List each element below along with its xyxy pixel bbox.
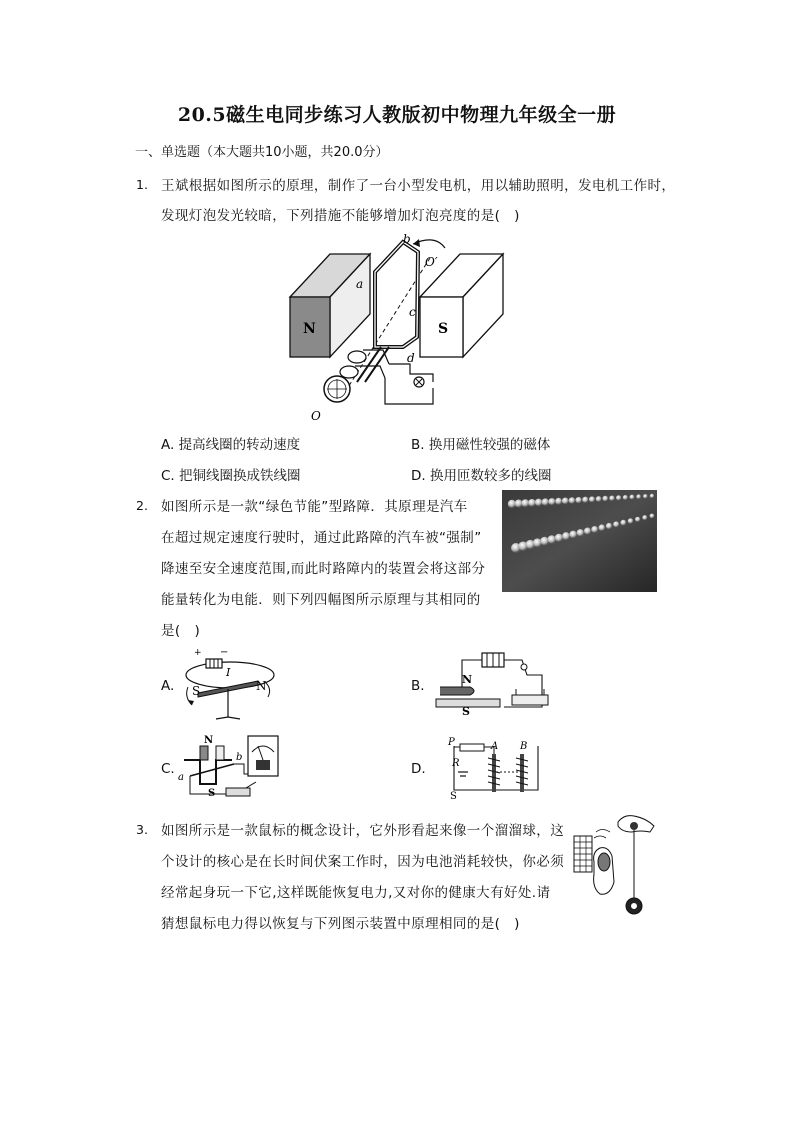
label-p: P bbox=[448, 737, 455, 748]
label-o-prime: O′ bbox=[425, 255, 438, 269]
bump-bead bbox=[542, 498, 549, 505]
label-s: S bbox=[438, 321, 449, 337]
q1-option-b-letter: B. bbox=[411, 437, 425, 453]
q2-figure-b bbox=[432, 645, 557, 717]
bump-bead bbox=[609, 496, 615, 502]
section-heading: 一、单选题（本大题共10小题，共20.0分） bbox=[135, 145, 389, 160]
question-1-line-2: 发现灯泡发光较暗，下列措施不能够增加灯泡亮度的是( ) bbox=[161, 208, 520, 224]
q2-option-b-letter[interactable]: B. bbox=[411, 678, 425, 694]
bump-bead bbox=[642, 515, 647, 520]
slip-rings bbox=[340, 350, 389, 378]
label-a: a bbox=[356, 277, 364, 291]
label-s: S bbox=[462, 705, 470, 717]
q1-option-b[interactable] bbox=[411, 433, 550, 453]
label-b: b bbox=[236, 752, 243, 763]
speed-bump-photo bbox=[502, 490, 657, 592]
question-number-3: 3. bbox=[136, 822, 148, 837]
magnet-icon bbox=[440, 687, 474, 695]
label-current: I bbox=[226, 666, 231, 679]
question-2-line-1: 如图所示是一款“绿色节能”型路障．其原理是汽车 bbox=[161, 499, 468, 515]
bump-bead bbox=[528, 499, 536, 507]
magnet-n bbox=[290, 254, 370, 357]
q1-option-c-letter: C. bbox=[161, 468, 175, 484]
yoyo-icon bbox=[626, 898, 642, 914]
bump-bead bbox=[589, 496, 595, 502]
bump-bead bbox=[591, 526, 598, 533]
label-s: S bbox=[192, 684, 201, 698]
bump-bead bbox=[602, 496, 608, 502]
question-3-line-1: 如图所示是一款鼠标的概念设计，它外形看起来像一个溜溜球，这 bbox=[161, 823, 565, 839]
q2-figure-d bbox=[438, 736, 548, 800]
q1-option-a[interactable] bbox=[161, 433, 300, 453]
q1-option-b-text: 换用磁性较强的磁体 bbox=[428, 437, 551, 453]
bump-bead bbox=[628, 518, 634, 524]
bump-bead bbox=[577, 529, 585, 537]
bump-bead bbox=[596, 496, 602, 502]
question-2-line-4: 能量转化为电能．则下列四幅图所示原理与其相同的 bbox=[161, 592, 481, 608]
coil-b-icon bbox=[516, 754, 528, 792]
bump-bead bbox=[547, 535, 556, 544]
q1-option-d[interactable] bbox=[411, 464, 551, 484]
bump-bead bbox=[562, 532, 570, 540]
bump-bead bbox=[555, 498, 562, 505]
label-a: a bbox=[178, 772, 184, 783]
yoyo-mouse-figure bbox=[570, 812, 662, 920]
coil-a-icon bbox=[488, 754, 500, 792]
question-2-line-2: 在超过规定速度行驶时，通过此路障的汽车被“强制” bbox=[161, 530, 482, 546]
bump-bead bbox=[636, 494, 641, 499]
bump-bead bbox=[643, 494, 648, 499]
label-coil-b: B bbox=[520, 741, 528, 752]
bump-bead bbox=[569, 497, 576, 504]
label-minus: − bbox=[220, 647, 229, 658]
lamp-icon bbox=[414, 377, 424, 387]
q2-figure-a bbox=[180, 645, 280, 725]
bump-bead bbox=[606, 523, 612, 529]
question-number-2: 2. bbox=[136, 498, 148, 513]
question-number-1: 1. bbox=[136, 177, 148, 192]
q2-figure-c bbox=[176, 730, 284, 802]
bump-bead bbox=[613, 521, 619, 527]
label-r: R bbox=[452, 758, 460, 769]
bump-bead bbox=[584, 528, 591, 535]
bump-bead bbox=[650, 494, 654, 498]
label-n: N bbox=[303, 321, 316, 337]
question-3-line-3: 经常起身玩一下它,这样既能恢复电力,又对你的健康大有好处.请 bbox=[161, 885, 551, 901]
hand-with-mouse-icon bbox=[594, 848, 614, 895]
label-n: N bbox=[462, 673, 473, 686]
question-3-line-2: 个设计的核心是在长时间伏案工作时，因为电池消耗较快，你必须 bbox=[161, 854, 565, 870]
bump-bead bbox=[569, 531, 577, 539]
generator-figure bbox=[285, 232, 525, 424]
q2-option-a-letter[interactable]: A. bbox=[161, 678, 175, 694]
label-n: N bbox=[256, 679, 267, 693]
question-2-line-5: 是( ) bbox=[161, 623, 201, 639]
bump-bead bbox=[599, 524, 606, 531]
hand-holding-string-icon bbox=[618, 816, 654, 832]
bump-bead bbox=[630, 495, 635, 500]
label-b: b bbox=[403, 232, 411, 246]
q1-option-a-letter: A. bbox=[161, 437, 175, 453]
bump-bead bbox=[616, 495, 621, 500]
label-n: N bbox=[204, 735, 214, 746]
question-3-line-4: 猜想鼠标电力得以恢复与下列图示装置中原理相同的是( ) bbox=[161, 916, 520, 932]
crank-wheel bbox=[324, 376, 350, 402]
bump-bead bbox=[575, 497, 581, 503]
label-plus: + bbox=[194, 648, 202, 658]
bump-bead bbox=[562, 498, 569, 505]
q2-option-c-letter[interactable]: C. bbox=[161, 761, 175, 777]
u-magnet-icon bbox=[184, 760, 232, 784]
bump-bead bbox=[623, 495, 628, 500]
label-d: d bbox=[407, 351, 415, 365]
bump-bead bbox=[548, 498, 555, 505]
q1-option-c[interactable] bbox=[161, 464, 301, 484]
q1-option-c-text: 把铜线圈换成铁线圈 bbox=[179, 468, 301, 484]
question-1-line-1: 王斌根据如图所示的原理，制作了一台小型发电机，用以辅助照明，发电机工作时， bbox=[161, 178, 676, 194]
label-o: O bbox=[311, 409, 321, 423]
label-coil-a: A bbox=[491, 741, 499, 752]
q2-option-d-letter[interactable]: D. bbox=[411, 761, 426, 777]
q1-option-a-text: 提高线圈的转动速度 bbox=[178, 437, 301, 453]
magnet-s bbox=[420, 254, 503, 357]
bump-bead bbox=[582, 497, 588, 503]
keyboard-icon bbox=[574, 836, 592, 872]
page-title: 20.5磁生电同步练习人教版初中物理九年级全一册 bbox=[177, 104, 617, 126]
q1-option-d-text: 换用匝数较多的线圈 bbox=[429, 468, 552, 484]
label-s: S bbox=[208, 788, 216, 799]
bump-bead bbox=[555, 534, 563, 542]
bump-bead bbox=[535, 499, 543, 507]
bump-bead bbox=[650, 514, 655, 519]
label-c: c bbox=[409, 305, 416, 319]
bump-bead bbox=[620, 520, 626, 526]
question-2-line-3: 降速至安全速度范围,而此时路障内的装置会将这部分 bbox=[161, 561, 486, 577]
q1-option-d-letter: D. bbox=[411, 468, 426, 484]
bump-bead bbox=[635, 517, 640, 522]
label-s: S bbox=[450, 791, 457, 800]
